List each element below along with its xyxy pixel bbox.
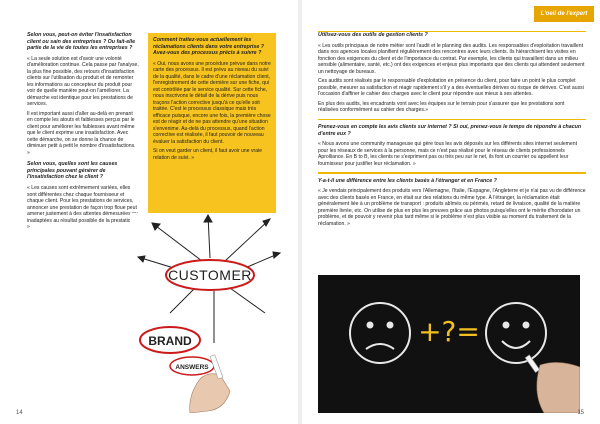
rule-3: [318, 172, 586, 173]
highlight-question: Comment traitez-vous actuellement les réclamations clients dans votre entreprise ? Avez-vous des processus précis à suivre ?: [153, 37, 264, 57]
rule-1: [318, 31, 586, 32]
customer-label: CUSTOMER: [168, 267, 252, 283]
right-question-3: Y-a-t-il une différence entre les clients basés à l'étranger et en France ?: [318, 177, 497, 184]
question-2: Selon vous, quelles sont les causes principales pouvant générer de l'insatisfaction chez le client ?: [27, 161, 118, 181]
highlight-box: [148, 33, 276, 236]
badge-label: L'oeil de l'expert: [540, 11, 588, 17]
right-column: [318, 32, 586, 230]
page-number-right: 15: [577, 410, 584, 416]
right-answer-1c: En plus des audits, les encadrants vont avec les équipes sur le terrain pour s'assurer que les prestations sont réalisées conformément au cahier des charges.»: [318, 100, 565, 114]
answer-1b: Il est important aussi d'aller au-delà en prenant en compte les atouts et faiblesses perçus par le client pour améliorer les faiblesses avant même que le client exprime une insatisfaction. Avec cette démarche, on se donne la chance de diminuer petit à petit le nombre d'insatisfactions. »: [27, 110, 136, 156]
left-page: [0, 0, 298, 424]
answers-label: ANSWERS: [175, 364, 209, 371]
customer-illustration: [130, 213, 290, 413]
brand-label: BRAND: [148, 334, 192, 348]
left-column: [27, 32, 139, 234]
right-page: [302, 0, 600, 424]
right-answer-2: « Nous avons une community manageuse qui gère tous les avis déposés sur les différents sites internet seulement pour les réseaux de services à la personne, mais ce n'est pas réalisé pour le réseau de clients professionnels Aprolliance. En B to B, les clients ne s'expriment pas ou très peu sur le net, ils font un courrier ou appellent leur fournisseur pour justifier leur réclamation. »: [318, 141, 577, 167]
right-answer-1: « Les outils principaux de notre métier sont l'audit et le planning des audits. Les responsables d'exploitation travaillent dans nos agences locales planifient régulièrement des rencontres avec leurs clients. Ils hiérarchisent les visites en fonction des exigences du client et de l'importance du contrat. Par exemple, les clients qui travaillent dans un milieu sensible (alimentaire, santé, etc.) ont des exigences et enjeux plus importants que des clients qui attendent seulement un nettoyage de bureaux.: [318, 42, 585, 75]
answer-1: « La seule solution est d'avoir une volonté d'amélioration continue. Cela passe par l'analyse, la plus fine possible, des retours d'insatisfaction clients sur l'utilisation du produit et de remonter les informations au concepteur du produit pour voir de quelle manière peut-on l'améliorer. La démarche est identique pour les prestations de services.: [27, 55, 139, 108]
right-answer-3: « Je vendais principalement des produits vers l'Allemagne, l'Italie, l'Espagne, l'Angleterre et je n'ai pas vu de différence avec des clients basés en France, en était sur des relations du même type. À l'étranger, la réclamation était généralement liée à un problème de transport : produits abîmés ou périmés, retard de livraison, qualité de la matière première livrée, etc. On utilise de plus en plus les preuves grâce aux photos puisqu'elles ont le mérite d'horodater un problème, et de pouvoir y revenir plus tard même si le problème n'est plus visible au moment du traitement de la réclamation. »: [318, 188, 586, 227]
page-number-left: 14: [16, 410, 23, 416]
chalkboard-photo: [318, 275, 580, 413]
chalk-symbols: +?=: [418, 315, 480, 348]
right-question-2: Prenez-vous en compte les avis clients sur internet ? Si oui, prenez-vous le temps de répondre à chacun d'entre eux ?: [318, 123, 582, 137]
highlight-answer: « Oui, nous avons une procédure prévue dans notre carte des processus. Il est prévu au niveau du suivi de la qualité, dans le cadre d'une réclamation client, l'enregistrement de cette dernière sur une fiche, qui est contrôlée par le service qualité. Sur cette fiche, nous inscrivons le détail de la dérive puis nous traçons l'action corrective jusqu'à ce qu'elle soit traitée. C'est le processus classique mais très efficace puisque, encore une fois, la première chose est de réagir et de ne pas attendre qu'une situation s'envenime. Au-delà du processus, quand l'action corrective est réalisée, il faut pouvoir de nouveau évaluer la satisfaction du client.: [153, 60, 271, 145]
right-answer-1b: Ces audits sont réalisés par le responsable d'exploitation en présence du client, pour faire un point le plus complet possible, mesurer sa satisfaction et réagir rapidement s'il y a des éventuelles dérives ou risque de dérives. C'est aussi l'occasion d'affiner le cahier des charges avec le client pour répondre aux mieux à ses attentes.: [318, 78, 584, 98]
answer-2: « Les causes sont extrêmement variées, elles sont différentes chez chaque fournisseur et chaque client. Pour les prestations de services, annoncer une prestation de façon trop floue peut amener justement à des attentes démesurées ou inadaptées au résultat possible de la prestation. »: [27, 185, 138, 231]
section-badge: [534, 6, 594, 22]
rule-2: [318, 119, 586, 120]
right-question-1: Utilisez-vous des outils de gestion clients ?: [318, 32, 428, 38]
question-1: Selon vous, peut-on éviter l'insatisfaction client ou sain des entreprises ? Ou fait-elle partie de la vie de toutes les entreprises ?: [27, 32, 136, 52]
highlight-answer-end: Si on veut garder un client, il faut avoir une vraie relation de suivi. »: [153, 148, 263, 161]
